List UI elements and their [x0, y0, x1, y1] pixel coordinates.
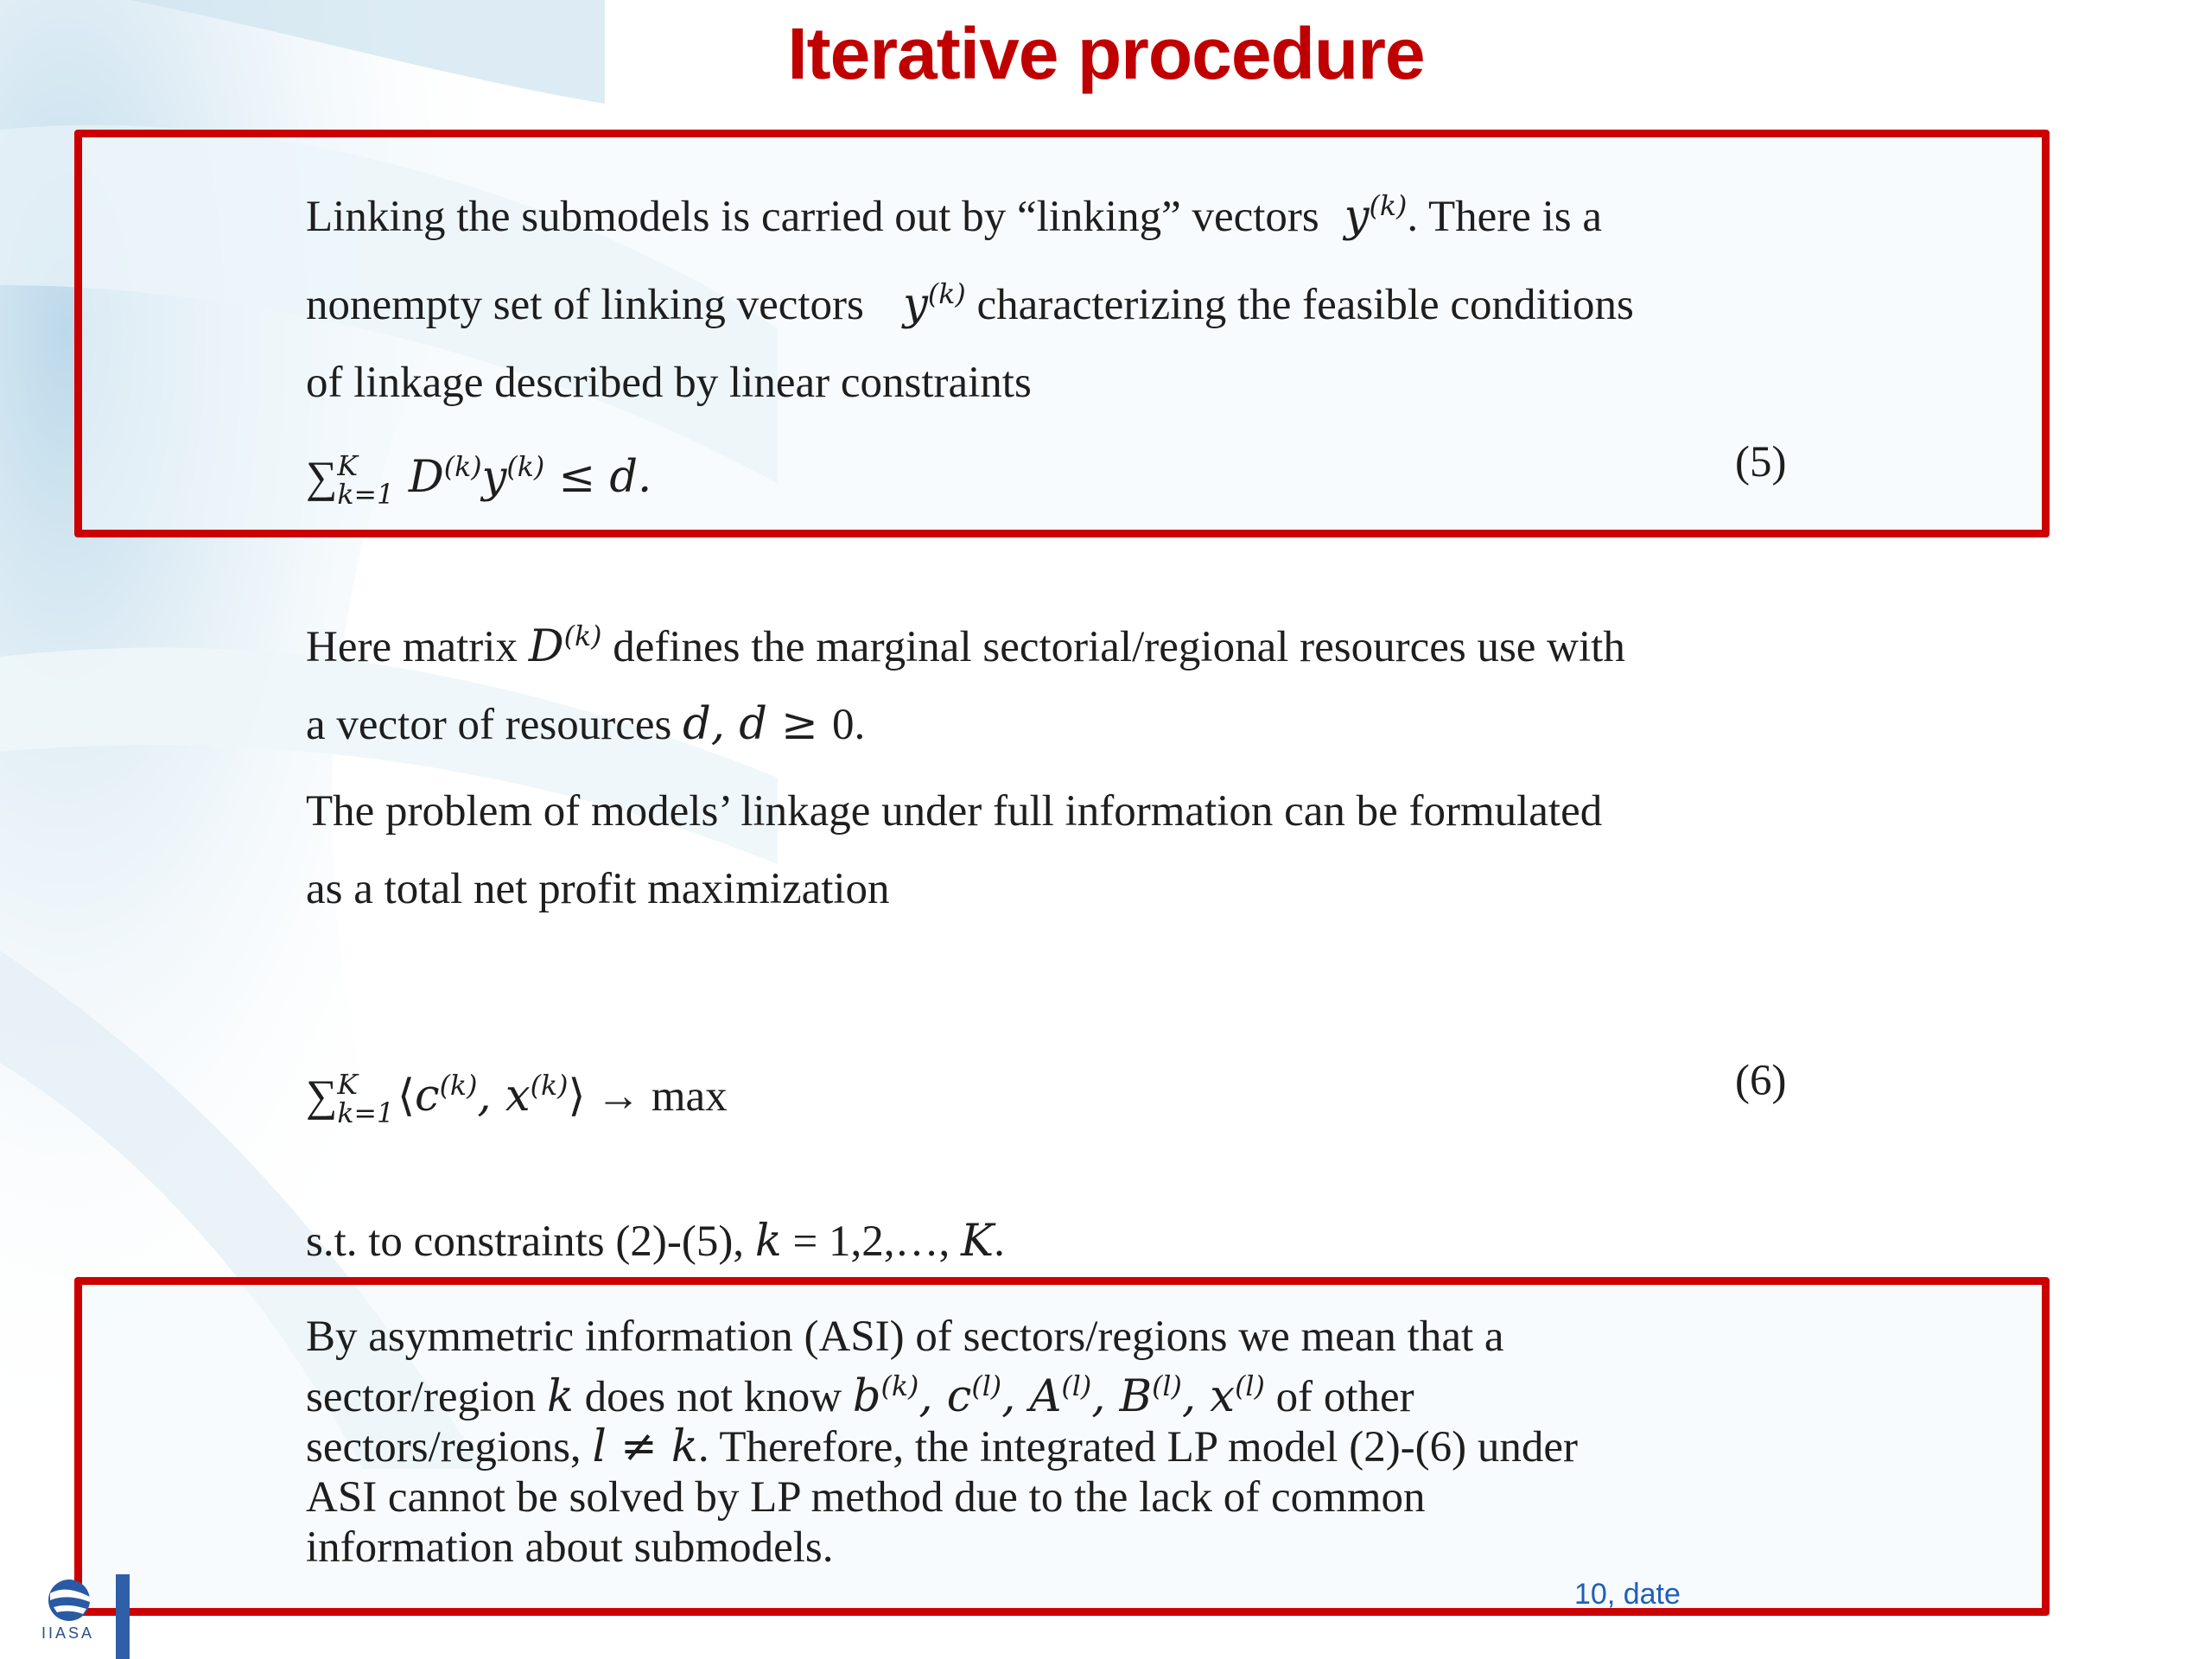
math-y-k-2: $y^{(k)}$	[874, 279, 966, 330]
box2-line2b: does not know	[584, 1373, 842, 1421]
para1-line1a: Here matrix	[306, 623, 518, 671]
box1-line3: of linkage described by linear constraints	[306, 359, 1032, 407]
paragraph-problem	[306, 772, 1602, 928]
box2-line3a: sectors/regions,	[306, 1423, 582, 1471]
box1-paragraph	[306, 168, 1634, 422]
para1-line1b: defines the marginal sectorial/regional resources use with	[613, 623, 1625, 671]
math-params: $b^{(k)}$, $c^{(l)}$, $A^{(l)}$, $B^{(l)}$, $x^{(l)}$	[852, 1371, 1265, 1422]
eq6-max: max	[651, 1072, 728, 1121]
slide-footer: 10, date	[1574, 1578, 1681, 1611]
logo-bar	[116, 1574, 130, 1659]
slide-title: Iterative procedure	[787, 13, 1425, 94]
sum-limits: K k=1	[337, 451, 395, 512]
sum-symbol: ∑	[306, 454, 338, 502]
constraints-text: s.t. to constraints (2)-(5),	[306, 1217, 745, 1266]
box2-line2c: of other	[1275, 1373, 1414, 1421]
equation-5-number: (5)	[1735, 438, 1787, 486]
box2-line4: ASI cannot be solved by LP method due to the lack of common	[306, 1473, 1426, 1522]
para2-line1: The problem of models’ linkage under full information can be formulated	[306, 787, 1603, 836]
iiasa-logo-icon	[41, 1574, 102, 1626]
box2-line2a: sector/region	[306, 1373, 537, 1421]
box1-line2b: characterizing the feasible conditions	[976, 281, 1634, 329]
math-D-k: $D^{(k)}$	[528, 621, 602, 672]
box2-line1: By asymmetric information (ASI) of sectors/regions we mean that a	[306, 1313, 1504, 1361]
logo-label: IIASA	[41, 1624, 95, 1642]
para1-line2a: a vector of resources	[306, 701, 672, 749]
math-y-k: $y^{(k)}$	[1330, 191, 1408, 242]
box1-line1: Linking the submodels is carried out by “linking” vectors	[306, 193, 1319, 241]
para2-line2: as a total net profit maximization	[306, 865, 890, 913]
box1-line2a: nonempty set of linking vectors	[306, 281, 864, 329]
box1-line1b: . There is a	[1407, 193, 1603, 241]
math-d-geq-0: d, d ≥	[683, 699, 832, 750]
box2-line3b: . Therefore, the integrated LP model (2)-(6) under	[697, 1423, 1578, 1471]
paragraph-matrix: Here matrix $D^{(k)}$ defines the marginal sectorial/regional resources use with a vector of resources d, d ≥ 0.	[306, 621, 1625, 750]
constraints-line: s.t. to constraints (2)-(5), k = 1,2,…, K.	[306, 1216, 1005, 1267]
box2-line5: information about submodels.	[306, 1523, 834, 1572]
box2-paragraph: By asymmetric information (ASI) of sectors/regions we mean that a sector/region k does not know $b^{(k)}$, $c^{(l)}$, $A^{(l)}$, $B^{(l)}$, $x^{(l)}$ of other sectors/regions, l ≠ k. Therefore, the integrated LP model (2)-(6) under ASI cannot be solved by LP method due to the lack of common information about submodels.	[306, 1313, 1578, 1572]
equation-6: ∑K $k=1⟨c^{(k)}$, $x^{(k)}⟩ \to \max$	[306, 1070, 728, 1130]
equation-5: ∑K k=1 $D^{(k)}y^{(k)} \le d$.	[306, 451, 652, 512]
equation-6-number: (6)	[1735, 1057, 1787, 1105]
